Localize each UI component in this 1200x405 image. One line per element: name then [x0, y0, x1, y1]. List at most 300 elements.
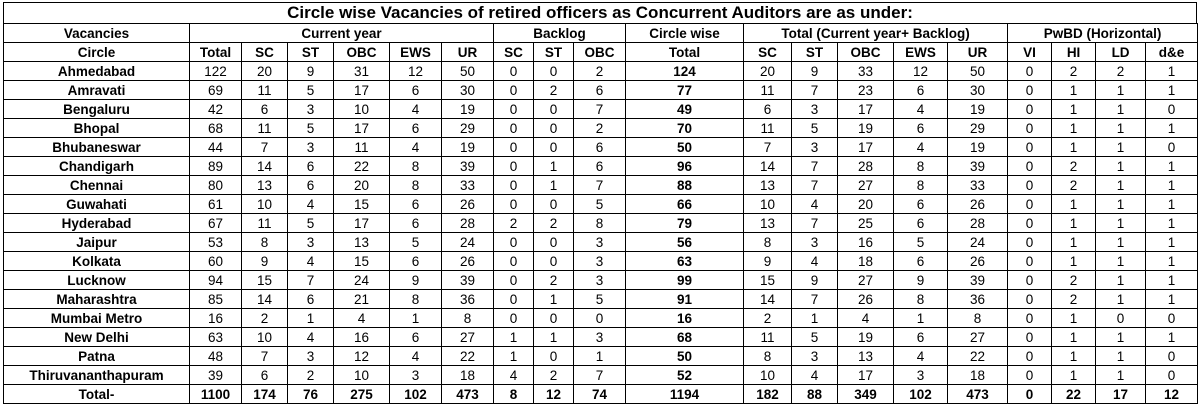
table-cell: 7	[574, 176, 626, 195]
total-cell: 17	[1096, 385, 1146, 404]
table-cell: 13	[838, 347, 894, 366]
table-cell: 0	[1008, 233, 1052, 252]
total-cell: 102	[894, 385, 948, 404]
table-cell: 3	[792, 138, 838, 157]
table-cell: 2	[1096, 62, 1146, 81]
total-cell: 1100	[190, 385, 242, 404]
circle-name: Thiruvananthapuram	[4, 366, 190, 385]
table-cell: 3	[288, 347, 334, 366]
table-cell: 61	[190, 195, 242, 214]
table-cell: 0	[1146, 100, 1198, 119]
table-cell: 14	[242, 157, 288, 176]
circle-name: Maharashtra	[4, 290, 190, 309]
table-cell: 0	[494, 62, 534, 81]
table-body	[4, 62, 1198, 404]
table-cell: 50	[948, 62, 1008, 81]
table-cell: 8	[894, 157, 948, 176]
table-cell: 11	[744, 81, 792, 100]
circle-wise-total: 16	[626, 309, 744, 328]
table-cell: 9	[792, 271, 838, 290]
table-cell: 2	[534, 366, 574, 385]
table-cell: 5	[574, 195, 626, 214]
table-cell: 15	[334, 252, 390, 271]
vacancy-document	[3, 2, 1197, 404]
header-vacancies: Vacancies	[4, 24, 190, 43]
table-cell: 16	[190, 309, 242, 328]
table-cell: 11	[242, 81, 288, 100]
table-cell: 7	[792, 157, 838, 176]
column-header: OBC	[838, 43, 894, 62]
table-cell: 8	[390, 157, 442, 176]
table-cell: 1	[1052, 119, 1096, 138]
table-cell: 24	[948, 233, 1008, 252]
table-cell: 1	[1096, 290, 1146, 309]
total-cell: 349	[838, 385, 894, 404]
table-cell: 9	[792, 62, 838, 81]
table-cell: 7	[792, 176, 838, 195]
table-cell: 10	[334, 366, 390, 385]
table-row	[4, 233, 1198, 252]
table-cell: 0	[534, 62, 574, 81]
table-cell: 6	[288, 290, 334, 309]
column-header: Total	[190, 43, 242, 62]
table-cell: 30	[442, 81, 494, 100]
table-cell: 5	[792, 328, 838, 347]
table-cell: 1	[1052, 366, 1096, 385]
total-cell: 102	[390, 385, 442, 404]
table-cell: 19	[442, 138, 494, 157]
table-cell: 6	[390, 119, 442, 138]
table-cell: 1	[1096, 366, 1146, 385]
table-cell: 1	[1052, 252, 1096, 271]
table-cell: 0	[1008, 100, 1052, 119]
table-cell: 1	[894, 309, 948, 328]
column-header: EWS	[390, 43, 442, 62]
table-cell: 8	[390, 290, 442, 309]
table-cell: 3	[792, 100, 838, 119]
table-cell: 0	[494, 176, 534, 195]
table-cell: 5	[792, 119, 838, 138]
table-cell: 6	[574, 157, 626, 176]
table-cell: 1	[534, 328, 574, 347]
table-row	[4, 309, 1198, 328]
table-cell: 22	[334, 157, 390, 176]
table-cell: 26	[838, 290, 894, 309]
column-header: ST	[288, 43, 334, 62]
table-cell: 1	[1096, 100, 1146, 119]
table-cell: 2	[574, 62, 626, 81]
circle-wise-total: 68	[626, 328, 744, 347]
table-cell: 1	[1096, 271, 1146, 290]
table-cell: 10	[744, 366, 792, 385]
table-cell: 0	[1008, 195, 1052, 214]
table-cell: 39	[948, 271, 1008, 290]
table-cell: 0	[1008, 328, 1052, 347]
table-cell: 0	[1008, 214, 1052, 233]
total-cell: 12	[1146, 385, 1198, 404]
table-cell: 8	[242, 233, 288, 252]
table-cell: 22	[442, 347, 494, 366]
table-cell: 1	[288, 309, 334, 328]
table-cell: 27	[948, 328, 1008, 347]
table-cell: 8	[390, 176, 442, 195]
table-cell: 11	[242, 214, 288, 233]
circle-name: Kolkata	[4, 252, 190, 271]
table-cell: 1	[1096, 81, 1146, 100]
table-cell: 9	[390, 271, 442, 290]
table-cell: 4	[494, 366, 534, 385]
table-cell: 4	[390, 100, 442, 119]
table-cell: 7	[792, 290, 838, 309]
table-cell: 4	[838, 309, 894, 328]
table-row	[4, 157, 1198, 176]
table-cell: 3	[792, 347, 838, 366]
table-cell: 19	[948, 100, 1008, 119]
table-row	[4, 138, 1198, 157]
table-row	[4, 252, 1198, 271]
table-cell: 29	[948, 119, 1008, 138]
table-cell: 0	[1008, 138, 1052, 157]
table-cell: 0	[494, 195, 534, 214]
circle-name: Guwahati	[4, 195, 190, 214]
table-cell: 39	[442, 271, 494, 290]
table-cell: 6	[242, 366, 288, 385]
header-circle-wise: Circle wise	[626, 24, 744, 43]
table-row	[4, 176, 1198, 195]
table-cell: 4	[334, 309, 390, 328]
table-cell: 33	[442, 176, 494, 195]
table-cell: 22	[948, 347, 1008, 366]
table-cell: 3	[288, 233, 334, 252]
table-cell: 0	[534, 100, 574, 119]
table-cell: 12	[334, 347, 390, 366]
table-cell: 6	[574, 138, 626, 157]
column-header: Total	[626, 43, 744, 62]
table-cell: 9	[894, 271, 948, 290]
table-cell: 1	[1052, 233, 1096, 252]
table-cell: 3	[574, 328, 626, 347]
table-cell: 4	[792, 195, 838, 214]
table-cell: 26	[442, 252, 494, 271]
table-cell: 28	[442, 214, 494, 233]
table-cell: 7	[574, 366, 626, 385]
table-header	[4, 24, 1198, 62]
total-label: Total-	[4, 385, 190, 404]
circle-name: New Delhi	[4, 328, 190, 347]
table-cell: 63	[190, 328, 242, 347]
table-cell: 14	[744, 290, 792, 309]
table-cell: 16	[334, 328, 390, 347]
document-title: Circle wise Vacancies of retired officers as Concurrent Auditors are as under:	[3, 2, 1197, 23]
table-cell: 31	[334, 62, 390, 81]
table-cell: 1	[534, 157, 574, 176]
table-cell: 1	[1052, 81, 1096, 100]
total-cell: 473	[948, 385, 1008, 404]
table-cell: 3	[792, 233, 838, 252]
table-cell: 24	[442, 233, 494, 252]
table-cell: 36	[442, 290, 494, 309]
table-cell: 26	[948, 252, 1008, 271]
table-cell: 6	[744, 100, 792, 119]
table-cell: 2	[574, 119, 626, 138]
table-cell: 33	[948, 176, 1008, 195]
table-cell: 6	[894, 214, 948, 233]
table-cell: 20	[334, 176, 390, 195]
table-row	[4, 195, 1198, 214]
table-cell: 1	[1096, 119, 1146, 138]
table-cell: 0	[534, 347, 574, 366]
table-cell: 12	[894, 62, 948, 81]
table-cell: 20	[242, 62, 288, 81]
circle-wise-total: 77	[626, 81, 744, 100]
table-cell: 6	[894, 328, 948, 347]
circle-wise-total: 124	[626, 62, 744, 81]
table-cell: 122	[190, 62, 242, 81]
table-cell: 0	[534, 119, 574, 138]
table-cell: 1	[1052, 100, 1096, 119]
circle-name: Chandigarh	[4, 157, 190, 176]
column-header: UR	[442, 43, 494, 62]
table-cell: 0	[494, 233, 534, 252]
table-cell: 19	[948, 138, 1008, 157]
column-header: Circle	[4, 43, 190, 62]
table-cell: 0	[1008, 62, 1052, 81]
table-cell: 7	[792, 214, 838, 233]
table-cell: 6	[390, 328, 442, 347]
table-cell: 1	[390, 309, 442, 328]
table-cell: 27	[838, 176, 894, 195]
table-cell: 9	[288, 62, 334, 81]
table-cell: 3	[574, 252, 626, 271]
table-cell: 4	[792, 252, 838, 271]
circle-name: Ahmedabad	[4, 62, 190, 81]
table-cell: 13	[334, 233, 390, 252]
table-cell: 0	[1008, 157, 1052, 176]
circle-name: Patna	[4, 347, 190, 366]
table-cell: 4	[390, 347, 442, 366]
circle-name: Jaipur	[4, 233, 190, 252]
table-cell: 1	[534, 176, 574, 195]
circle-wise-total: 50	[626, 347, 744, 366]
table-cell: 50	[442, 62, 494, 81]
table-cell: 16	[838, 233, 894, 252]
table-cell: 2	[288, 366, 334, 385]
table-cell: 15	[744, 271, 792, 290]
total-row	[4, 385, 1198, 404]
table-cell: 13	[744, 214, 792, 233]
table-cell: 2	[744, 309, 792, 328]
circle-wise-total: 79	[626, 214, 744, 233]
table-cell: 1	[1096, 138, 1146, 157]
table-cell: 44	[190, 138, 242, 157]
total-cell: 22	[1052, 385, 1096, 404]
table-cell: 17	[838, 366, 894, 385]
table-cell: 69	[190, 81, 242, 100]
table-cell: 18	[838, 252, 894, 271]
table-row	[4, 290, 1198, 309]
table-cell: 1	[1146, 252, 1198, 271]
table-cell: 17	[838, 100, 894, 119]
table-cell: 6	[894, 252, 948, 271]
table-cell: 0	[534, 252, 574, 271]
table-cell: 0	[1146, 138, 1198, 157]
table-cell: 1	[1096, 233, 1146, 252]
table-row	[4, 62, 1198, 81]
circle-wise-total: 70	[626, 119, 744, 138]
table-cell: 4	[894, 100, 948, 119]
table-cell: 0	[1146, 309, 1198, 328]
table-cell: 20	[744, 62, 792, 81]
table-cell: 1	[1146, 328, 1198, 347]
table-cell: 1	[1052, 138, 1096, 157]
table-row	[4, 271, 1198, 290]
table-cell: 5	[288, 214, 334, 233]
table-cell: 19	[838, 119, 894, 138]
table-cell: 25	[838, 214, 894, 233]
table-cell: 1	[1146, 119, 1198, 138]
table-cell: 1	[494, 328, 534, 347]
table-cell: 2	[1052, 62, 1096, 81]
total-cell: 182	[744, 385, 792, 404]
table-cell: 8	[744, 233, 792, 252]
table-cell: 2	[534, 214, 574, 233]
table-cell: 8	[894, 176, 948, 195]
circle-name: Bhopal	[4, 119, 190, 138]
table-cell: 7	[242, 347, 288, 366]
table-cell: 10	[334, 100, 390, 119]
table-row	[4, 81, 1198, 100]
table-cell: 7	[242, 138, 288, 157]
circle-wise-total: 63	[626, 252, 744, 271]
table-cell: 6	[894, 119, 948, 138]
table-cell: 0	[1008, 176, 1052, 195]
vacancy-table	[3, 23, 1198, 404]
table-cell: 0	[1008, 271, 1052, 290]
table-cell: 19	[442, 100, 494, 119]
table-cell: 6	[390, 195, 442, 214]
table-cell: 26	[442, 195, 494, 214]
table-cell: 0	[494, 119, 534, 138]
total-cell: 174	[242, 385, 288, 404]
table-cell: 17	[334, 119, 390, 138]
table-cell: 4	[792, 366, 838, 385]
table-cell: 5	[288, 81, 334, 100]
table-cell: 53	[190, 233, 242, 252]
table-cell: 8	[948, 309, 1008, 328]
table-cell: 6	[894, 195, 948, 214]
table-cell: 1	[1096, 214, 1146, 233]
table-cell: 6	[390, 252, 442, 271]
table-cell: 1	[574, 347, 626, 366]
table-cell: 4	[894, 138, 948, 157]
table-row	[4, 119, 1198, 138]
table-cell: 6	[390, 81, 442, 100]
table-cell: 5	[894, 233, 948, 252]
table-cell: 7	[574, 100, 626, 119]
circle-name: Lucknow	[4, 271, 190, 290]
total-cell: 0	[1008, 385, 1052, 404]
table-cell: 21	[334, 290, 390, 309]
table-cell: 0	[534, 309, 574, 328]
table-cell: 0	[494, 138, 534, 157]
table-cell: 6	[574, 81, 626, 100]
table-cell: 11	[744, 119, 792, 138]
table-cell: 8	[894, 290, 948, 309]
table-cell: 33	[838, 62, 894, 81]
table-cell: 2	[534, 271, 574, 290]
column-header: OBC	[574, 43, 626, 62]
table-cell: 3	[894, 366, 948, 385]
table-cell: 11	[744, 328, 792, 347]
table-cell: 28	[838, 157, 894, 176]
total-cell: 88	[792, 385, 838, 404]
table-cell: 0	[494, 81, 534, 100]
table-cell: 0	[1008, 366, 1052, 385]
table-cell: 18	[442, 366, 494, 385]
table-cell: 0	[534, 138, 574, 157]
header-pwbd: PwBD (Horizontal)	[1008, 24, 1198, 43]
table-cell: 1	[1052, 347, 1096, 366]
table-cell: 36	[948, 290, 1008, 309]
header-group-row	[4, 24, 1198, 43]
table-cell: 17	[838, 138, 894, 157]
table-cell: 89	[190, 157, 242, 176]
table-cell: 80	[190, 176, 242, 195]
table-cell: 2	[242, 309, 288, 328]
header-total-combined: Total (Current year+ Backlog)	[744, 24, 1008, 43]
total-cell: 473	[442, 385, 494, 404]
table-cell: 1	[1096, 157, 1146, 176]
table-cell: 1	[1096, 328, 1146, 347]
circle-wise-total: 49	[626, 100, 744, 119]
table-cell: 11	[334, 138, 390, 157]
table-cell: 4	[288, 328, 334, 347]
table-cell: 1	[1096, 252, 1146, 271]
table-cell: 8	[442, 309, 494, 328]
table-cell: 9	[242, 252, 288, 271]
circle-wise-total: 96	[626, 157, 744, 176]
table-cell: 0	[1008, 252, 1052, 271]
circle-wise-total: 66	[626, 195, 744, 214]
table-cell: 1	[792, 309, 838, 328]
table-cell: 1	[1096, 195, 1146, 214]
table-cell: 1	[1146, 195, 1198, 214]
column-header: SC	[242, 43, 288, 62]
total-cell: 12	[534, 385, 574, 404]
table-cell: 60	[190, 252, 242, 271]
table-cell: 4	[390, 138, 442, 157]
table-cell: 1	[1052, 195, 1096, 214]
circle-wise-total: 50	[626, 138, 744, 157]
table-cell: 10	[242, 328, 288, 347]
table-cell: 10	[744, 195, 792, 214]
table-cell: 4	[894, 347, 948, 366]
table-cell: 1	[1052, 214, 1096, 233]
table-cell: 68	[190, 119, 242, 138]
table-cell: 29	[442, 119, 494, 138]
circle-name: Amravati	[4, 81, 190, 100]
circle-wise-total: 52	[626, 366, 744, 385]
table-cell: 1	[1052, 309, 1096, 328]
column-header: ST	[792, 43, 838, 62]
table-cell: 14	[242, 290, 288, 309]
table-cell: 1	[534, 290, 574, 309]
table-cell: 0	[1008, 309, 1052, 328]
table-cell: 0	[534, 233, 574, 252]
table-cell: 6	[288, 157, 334, 176]
table-cell: 5	[288, 119, 334, 138]
table-cell: 0	[574, 309, 626, 328]
